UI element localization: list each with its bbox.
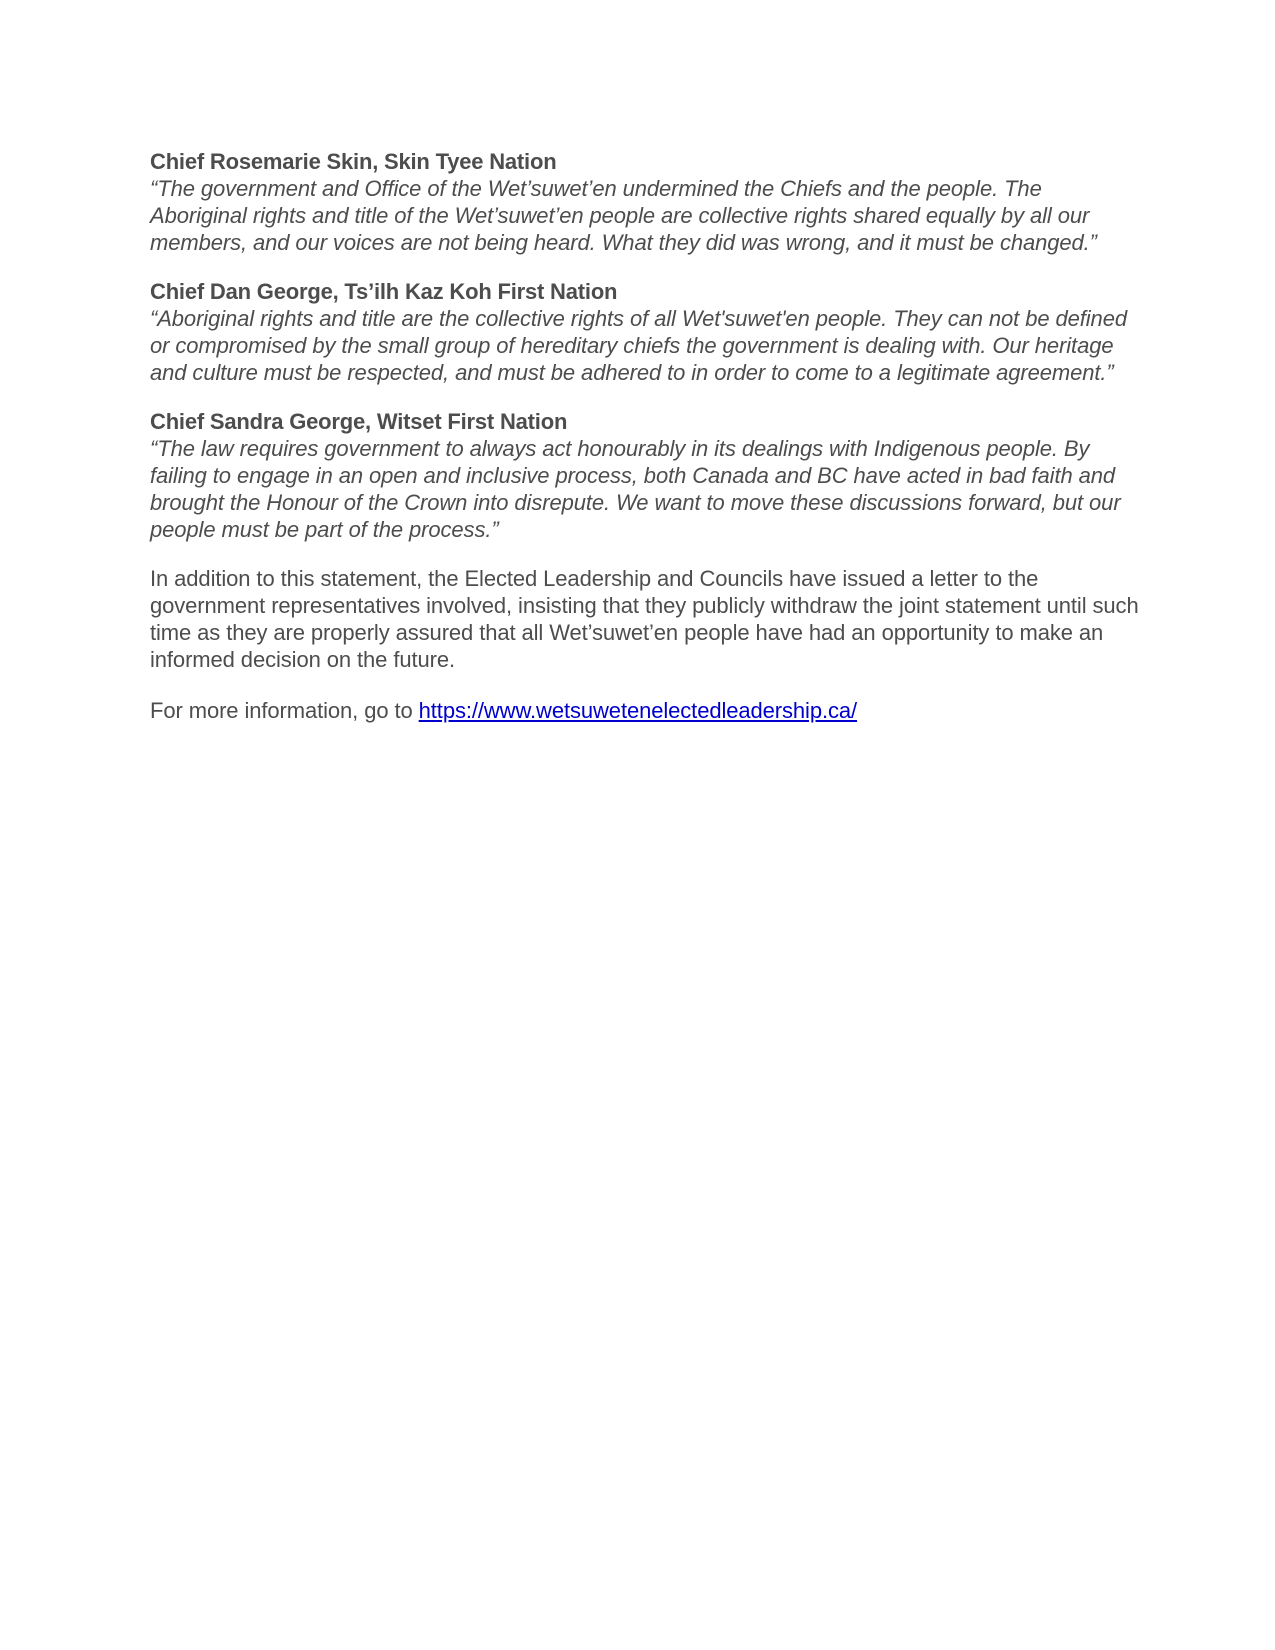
speaker-quote: “The law requires government to always act honourably in its dealings with Indigenous people. By failing to engage in an open and inclusive process, both Canada and BC have acted in bad faith and brought the Honour of the Crown into disrepute. We want to move these discussions forward, but our people must be part of the process.” xyxy=(150,436,1121,542)
speaker-name: Chief Dan George, Ts’ilh Kaz Koh First Nation xyxy=(150,279,618,304)
speaker-name: Chief Sandra George, Witset First Nation xyxy=(150,409,568,434)
speaker-name: Chief Rosemarie Skin, Skin Tyee Nation xyxy=(150,149,557,174)
statement-sandra-george xyxy=(150,408,1140,543)
more-info-prefix: For more information, go to xyxy=(150,698,419,723)
statement-dan-george xyxy=(150,278,1140,386)
website-link[interactable]: https://www.wetsuwetenelectedleadership.ca/ xyxy=(418,698,858,723)
more-info-paragraph xyxy=(150,697,1140,724)
document-page xyxy=(150,148,1140,748)
speaker-quote: “The government and Office of the Wet’suwet’en undermined the Chiefs and the people. The Aboriginal rights and title of the Wet’suwet’en people are collective rights shared equally by all our members, and our voices are not being heard. What they did was wrong, and it must be changed.” xyxy=(150,176,1097,255)
speaker-quote: “Aboriginal rights and title are the collective rights of all Wet'suwet'en people. They can not be defined or compromised by the small group of hereditary chiefs the government is dealing with. Our heritage and culture must be respected, and must be adhered to in order to come to a legitimate agreement.” xyxy=(150,306,1127,385)
statement-rosemarie-skin xyxy=(150,148,1140,256)
addition-paragraph: In addition to this statement, the Elected Leadership and Councils have issued a letter to the government representatives involved, insisting that they publicly withdraw the joint statement until such time as they are properly assured that all Wet’suwet’en people have had an opportunity to make an informed decision on the future. xyxy=(150,566,1139,672)
